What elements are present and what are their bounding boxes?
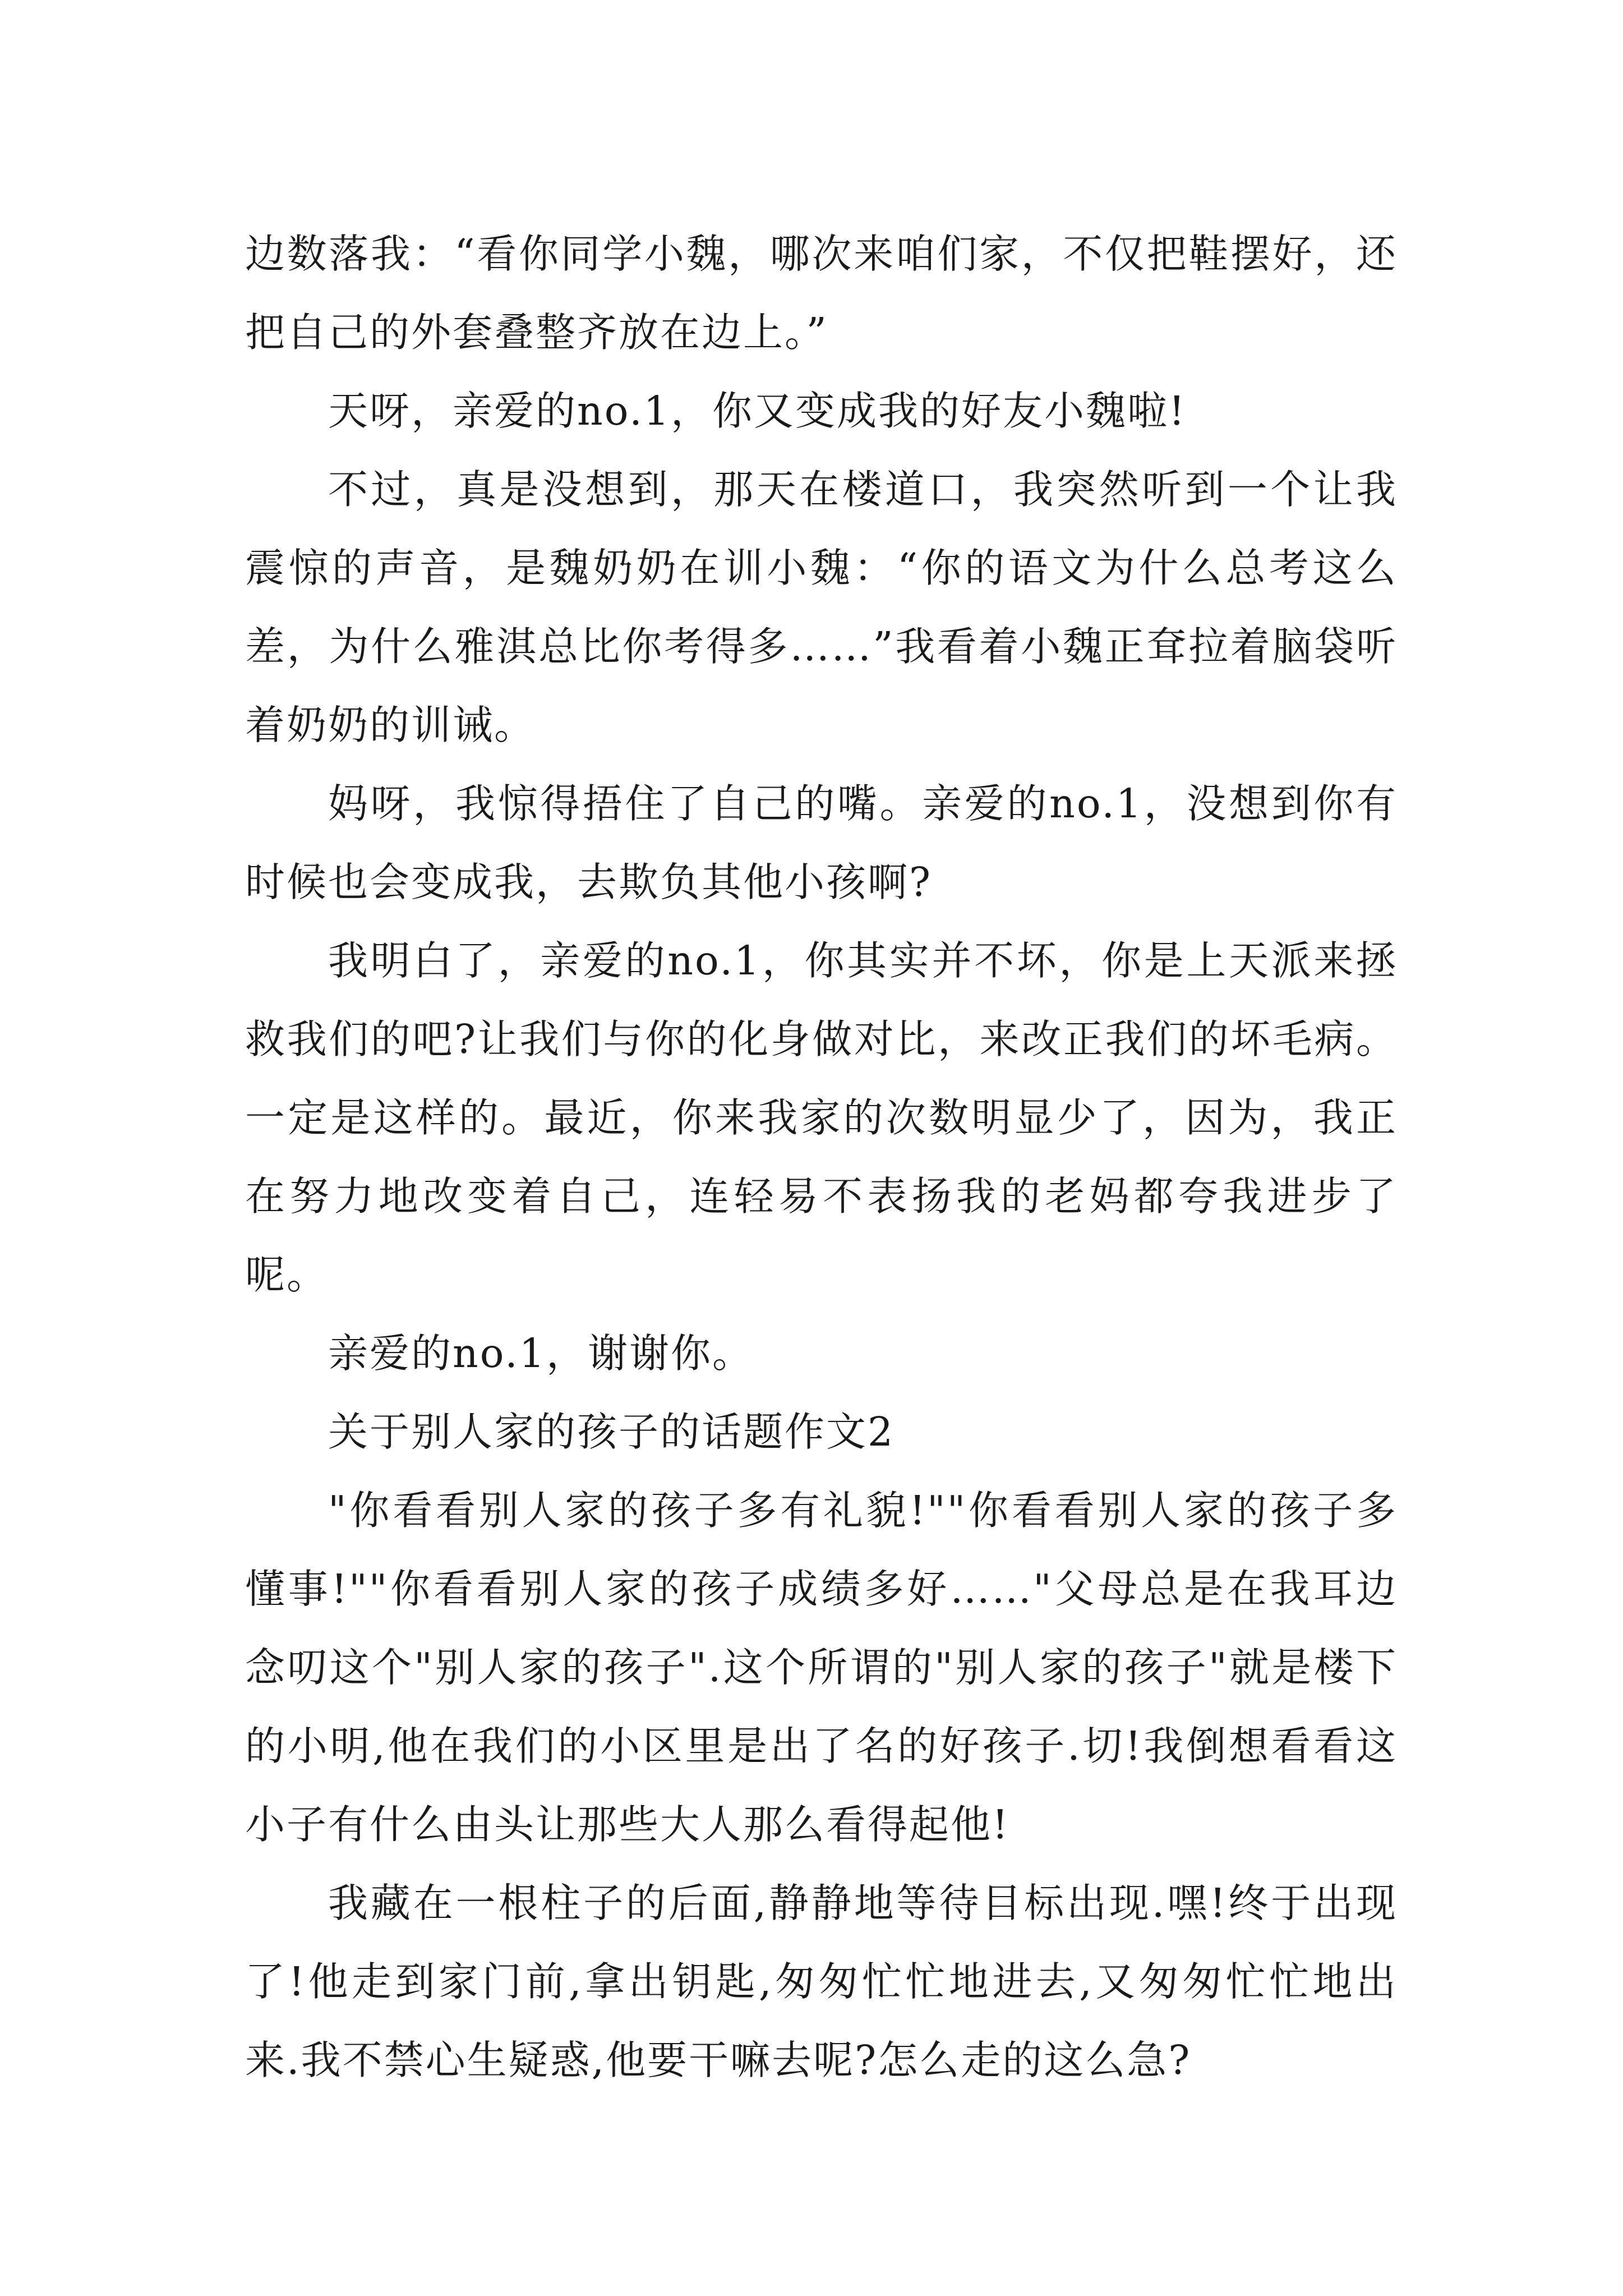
paragraph-1: 边数落我：“看你同学小魏，哪次来咱们家，不仅把鞋摆好，还把自己的外套叠整齐放在边上。” (245, 231, 1398, 356)
document-body (245, 215, 1398, 2100)
essay-title-2: 关于别人家的孩子的话题作文2 (328, 1409, 895, 1455)
paragraph-4: 妈呀，我惊得捂住了自己的嘴。亲爱的no.1，没想到你有时候也会变成我，去欺负其他小孩啊? (245, 780, 1398, 905)
paragraph-2: 天呀，亲爱的no.1，你又变成我的好友小魏啦! (328, 388, 1187, 434)
paragraph-3: 不过，真是没想到，那天在楼道口，我突然听到一个让我震惊的声音，是魏奶奶在训小魏：“你的语文为什么总考这么差，为什么雅淇总比你考得多……”我看着小魏正耷拉着脑袋听着奶奶的训诫。 (245, 466, 1398, 748)
paragraph-8: 我藏在一根柱子的后面,静静地等待目标出现.嘿!终于出现了!他走到家门前,拿出钥匙,匆匆忙忙地进去,又匆匆忙忙地出来.我不禁心生疑惑,他要干嘛去呢?怎么走的这么急? (245, 1880, 1398, 2083)
paragraph-6: 亲爱的no.1，谢谢你。 (328, 1330, 754, 1377)
paragraph-7: "你看看别人家的孩子多有礼貌!""你看看别人家的孩子多懂事!""你看看别人家的孩子成绩多好……"父母总是在我耳边念叨这个"别人家的孩子".这个所谓的"别人家的孩子"就是楼下的小明,他在我们的小区里是出了名的好孩子.切!我倒想看看这小子有什么由头让那些大人那么看得起他! (245, 1487, 1398, 1848)
paragraph-5: 我明白了，亲爱的no.1，你其实并不坏，你是上天派来拯救我们的吧?让我们与你的化身做对比，来改正我们的坏毛病。一定是这样的。最近，你来我家的次数明显少了，因为，我正在努力地改变着自己，连轻易不表扬我的老妈都夸我进步了呢。 (245, 937, 1398, 1298)
